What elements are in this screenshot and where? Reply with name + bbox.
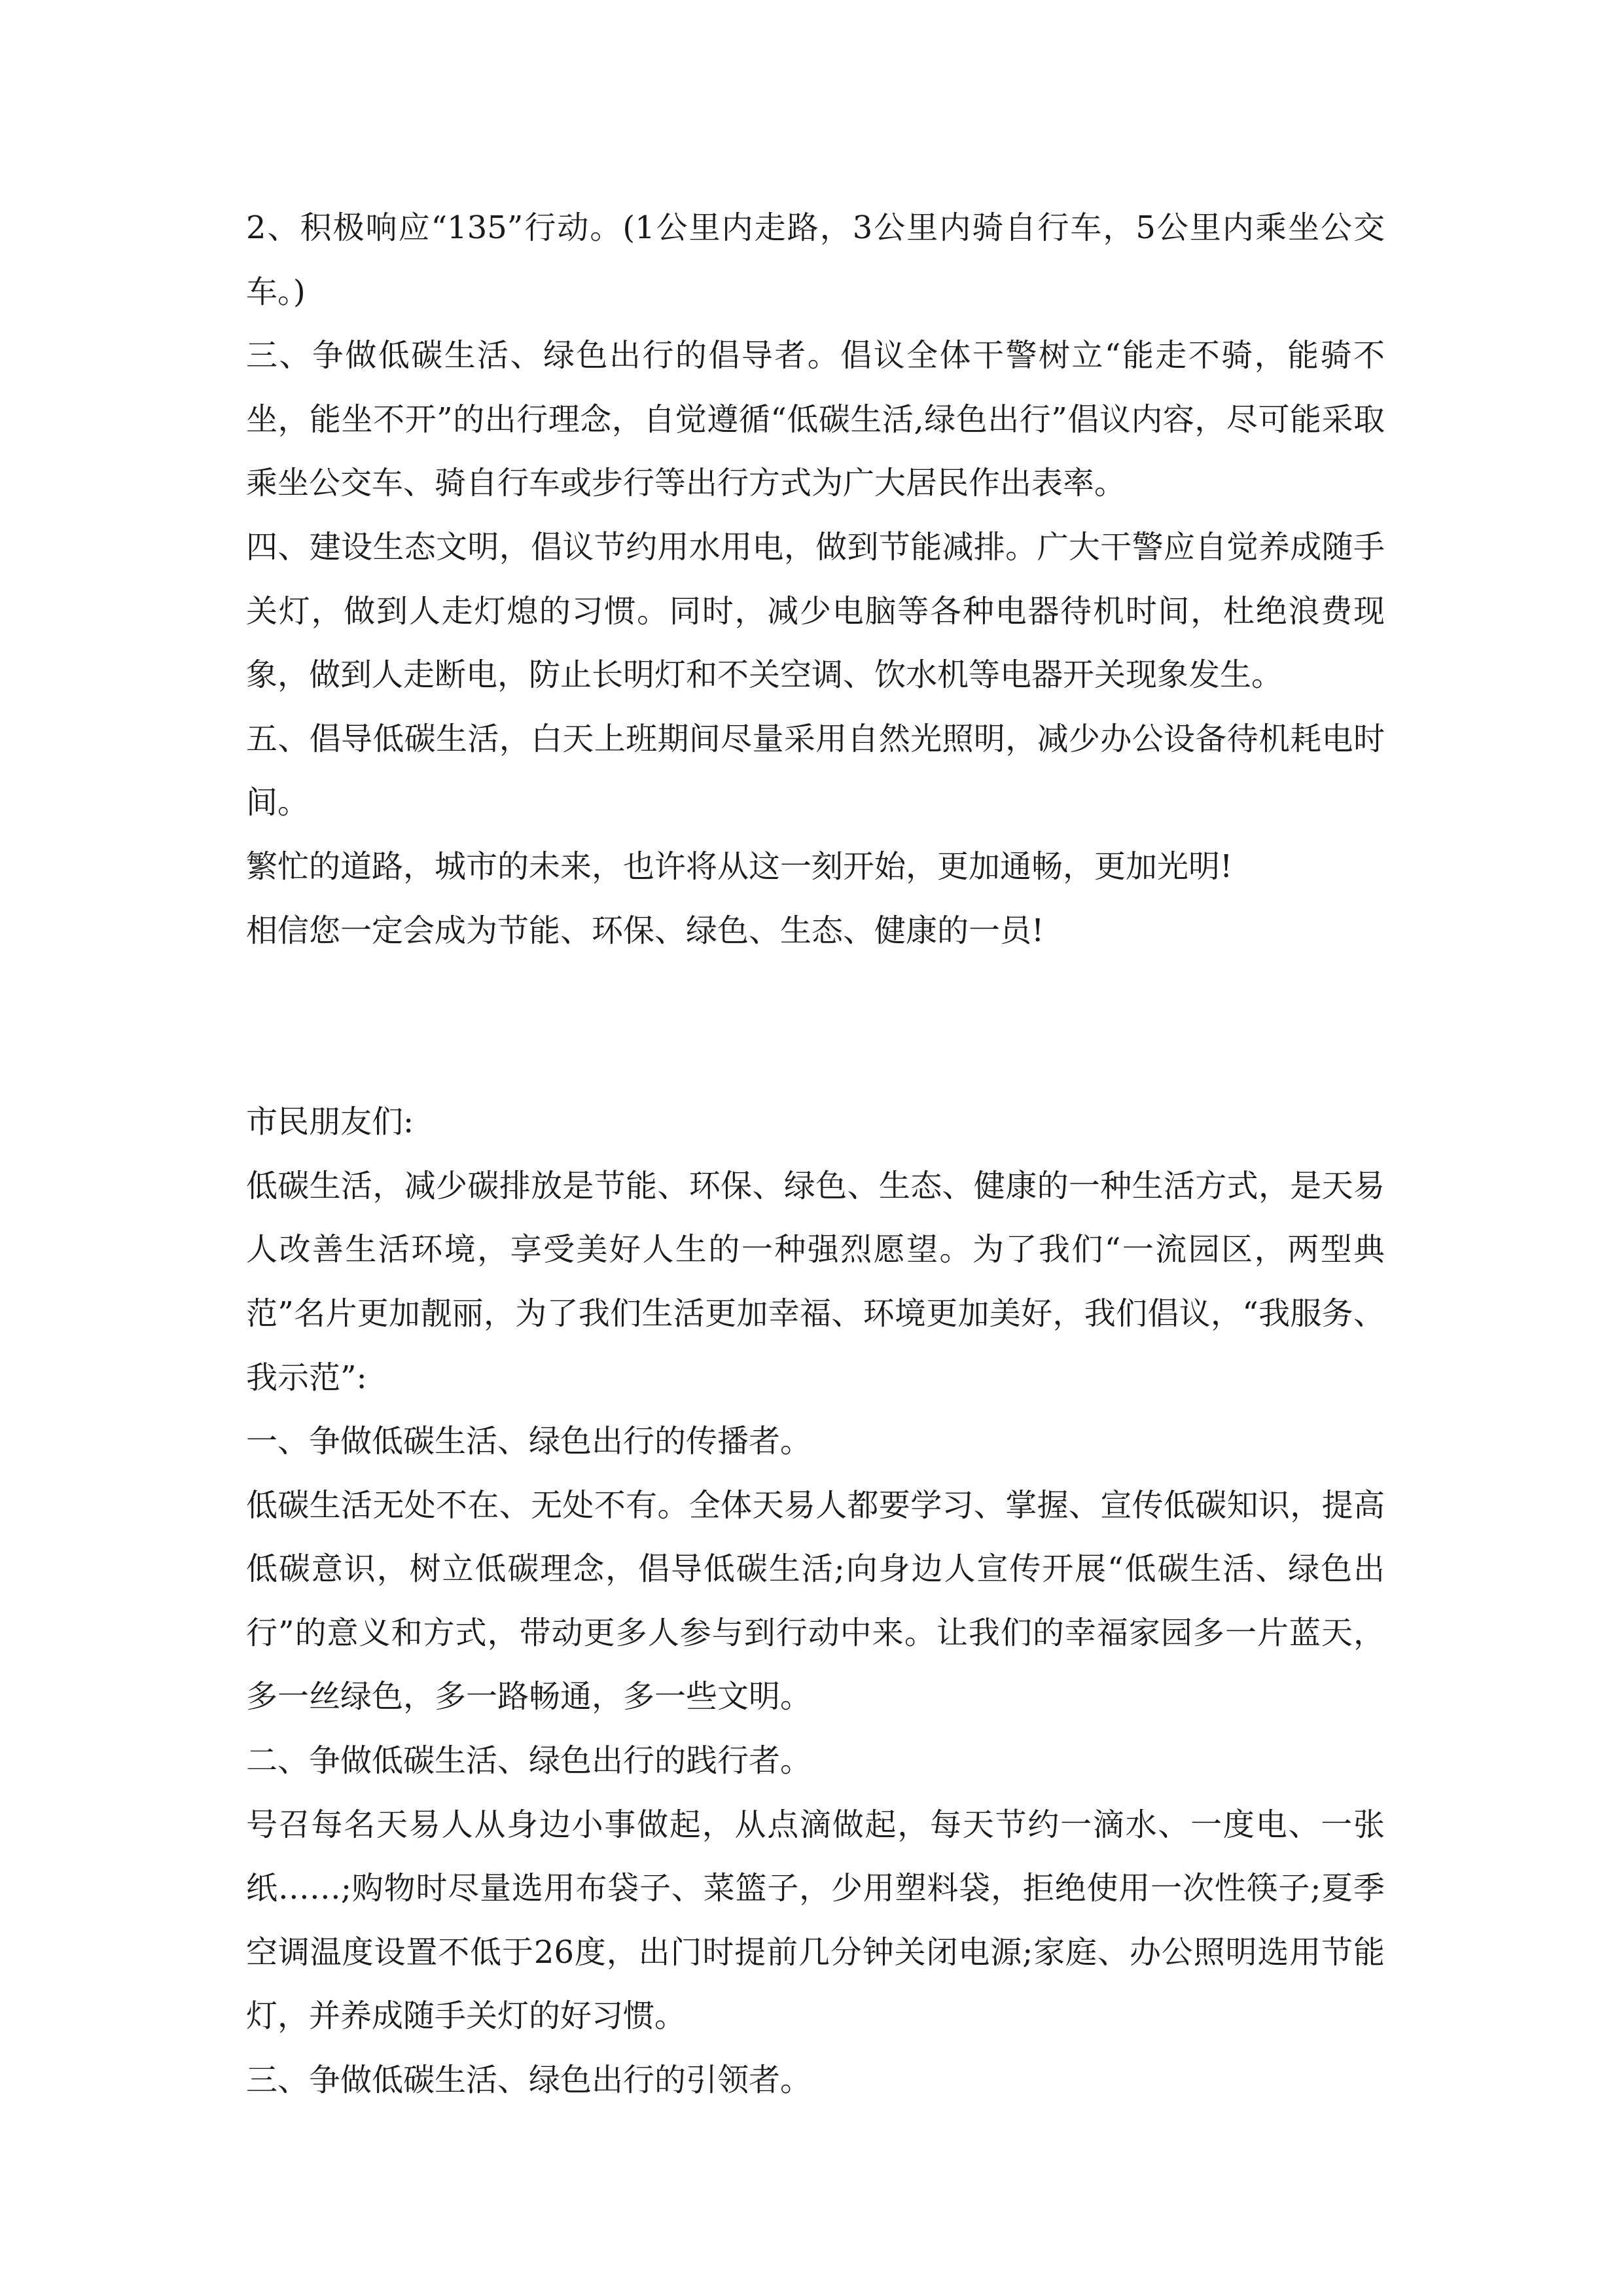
paragraph-busy-roads: 繁忙的道路，城市的未来，也许将从这一刻开始，更加通畅，更加光明! xyxy=(246,848,1233,885)
heading-practitioner: 二、争做低碳生活、绿色出行的践行者。 xyxy=(246,1742,812,1780)
heading-disseminator: 一、争做低碳生活、绿色出行的传播者。 xyxy=(246,1423,812,1460)
paragraph-ecology: 四、建设生态文明，倡议节约用水用电，做到节能减排。广大干警应自觉养成随手关灯，做到人走灯熄的习惯。同时，减少电脑等各种电器待机时间，杜绝浪费现象，做到人走断电，防止长明灯和不关空调、饮水机等电器开关现象发生。 xyxy=(246,528,1385,694)
paragraph-salutation: 市民朋友们: xyxy=(246,1103,414,1141)
paragraph-practitioner: 号召每名天易人从身边小事做起，从点滴做起，每天节约一滴水、一度电、一张纸……;购物时尽量选用布袋子、菜篮子，少用塑料袋，拒绝使用一次性筷子;夏季空调温度设置不低于26度，出门时提前几分钟关闭电源;家庭、办公照明选用节能灯，并养成随手关灯的好习惯。 xyxy=(246,1806,1385,2035)
paragraph-intro: 低碳生活，减少碳排放是节能、环保、绿色、生态、健康的一种生活方式，是天易人改善生活环境，享受美好人生的一种强烈愿望。为了我们“一流园区，两型典范”名片更加靓丽，为了我们生活更加幸福、环境更加美好，我们倡议，“我服务、我示范”: xyxy=(246,1167,1385,1396)
paragraph-daylight: 五、倡导低碳生活，白天上班期间尽量采用自然光照明，减少办公设备待机耗电时间。 xyxy=(246,720,1385,821)
heading-leader: 三、争做低碳生活、绿色出行的引领者。 xyxy=(246,2062,812,2099)
paragraph-advocate: 三、争做低碳生活、绿色出行的倡导者。倡议全体干警树立“能走不骑，能骑不坐，能坐不开”的出行理念，自觉遵循“低碳生活,绿色出行”倡议内容，尽可能采取乘坐公交车、骑自行车或步行等出行方式为广大居民作出表率。 xyxy=(246,337,1385,502)
paragraph-disseminator: 低碳生活无处不在、无处不有。全体天易人都要学习、掌握、宣传低碳知识，提高低碳意识，树立低碳理念，倡导低碳生活;向身边人宣传开展“低碳生活、绿色出行”的意义和方式，带动更多人参与到行动中来。让我们的幸福家园多一片蓝天，多一丝绿色，多一路畅通，多一些文明。 xyxy=(246,1486,1385,1715)
section-gap xyxy=(246,963,1385,1090)
document-body xyxy=(246,196,1385,2113)
paragraph-believe: 相信您一定会成为节能、环保、绿色、生态、健康的一员! xyxy=(246,912,1044,949)
paragraph-135-action: 2、积极响应“135”行动。(1公里内走路，3公里内骑自行车，5公里内乘坐公交车。) xyxy=(246,209,1385,310)
